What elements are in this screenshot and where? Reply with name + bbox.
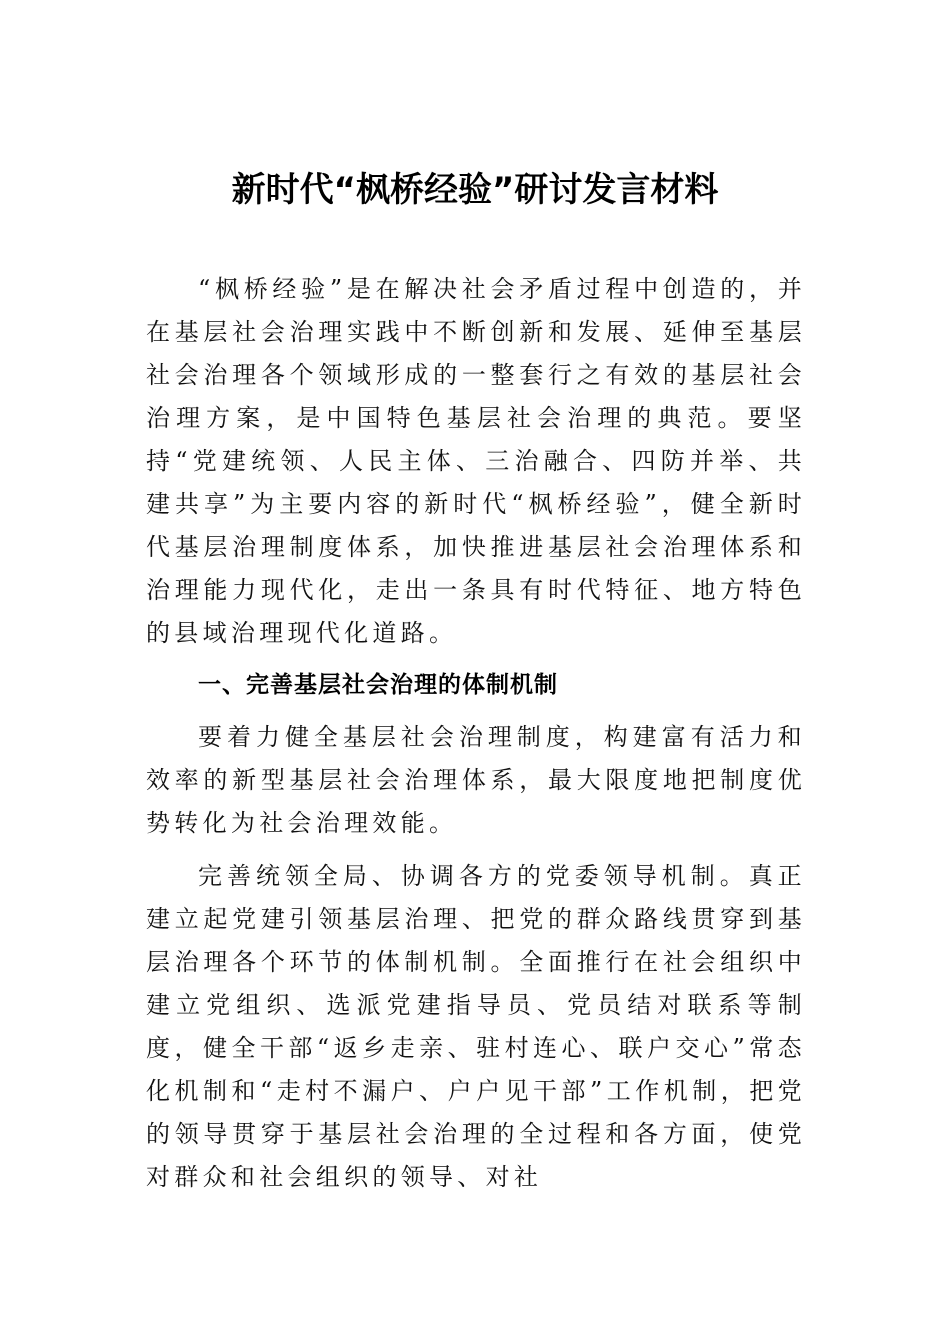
intro-paragraph: “枫桥经验”是在解决社会矛盾过程中创造的，并在基层社会治理实践中不断创新和发展、延伸至基层社会治理各个领域形成的一整套行之有效的基层社会治理方案，是中国特色基层社会治理的典范。要坚持“党建统领、人民主体、三治融合、四防并举、共建共享”为主要内容的新时代“枫桥经验”，健全新时代基层治理制度体系，加快推进基层社会治理体系和治理能力现代化，走出一条具有时代特征、地方特色的县域治理现代化道路。 (146, 275, 806, 647)
document-body (146, 268, 806, 1199)
body-paragraph: 完善统领全局、协调各方的党委领导机制。真正建立起党建引领基层治理、把党的群众路线贯穿到基层治理各个环节的体制机制。全面推行在社会组织中建立党组织、选派党建指导员、党员结对联系等制度，健全干部“返乡走亲、驻村连心、联户交心”常态化机制和“走村不漏户、户户见干部”工作机制，把党的领导贯穿于基层社会治理的全过程和各方面，使党对群众和社会组织的领导、对社 (146, 862, 806, 1191)
section-heading: 一、完善基层社会治理的体制机制 (198, 672, 558, 698)
body-paragraph: 要着力健全基层社会治理制度，构建富有活力和效率的新型基层社会治理体系，最大限度地把制度优势转化为社会治理效能。 (146, 723, 806, 837)
document-title: 新时代“枫桥经验”研讨发言材料 (231, 170, 719, 210)
